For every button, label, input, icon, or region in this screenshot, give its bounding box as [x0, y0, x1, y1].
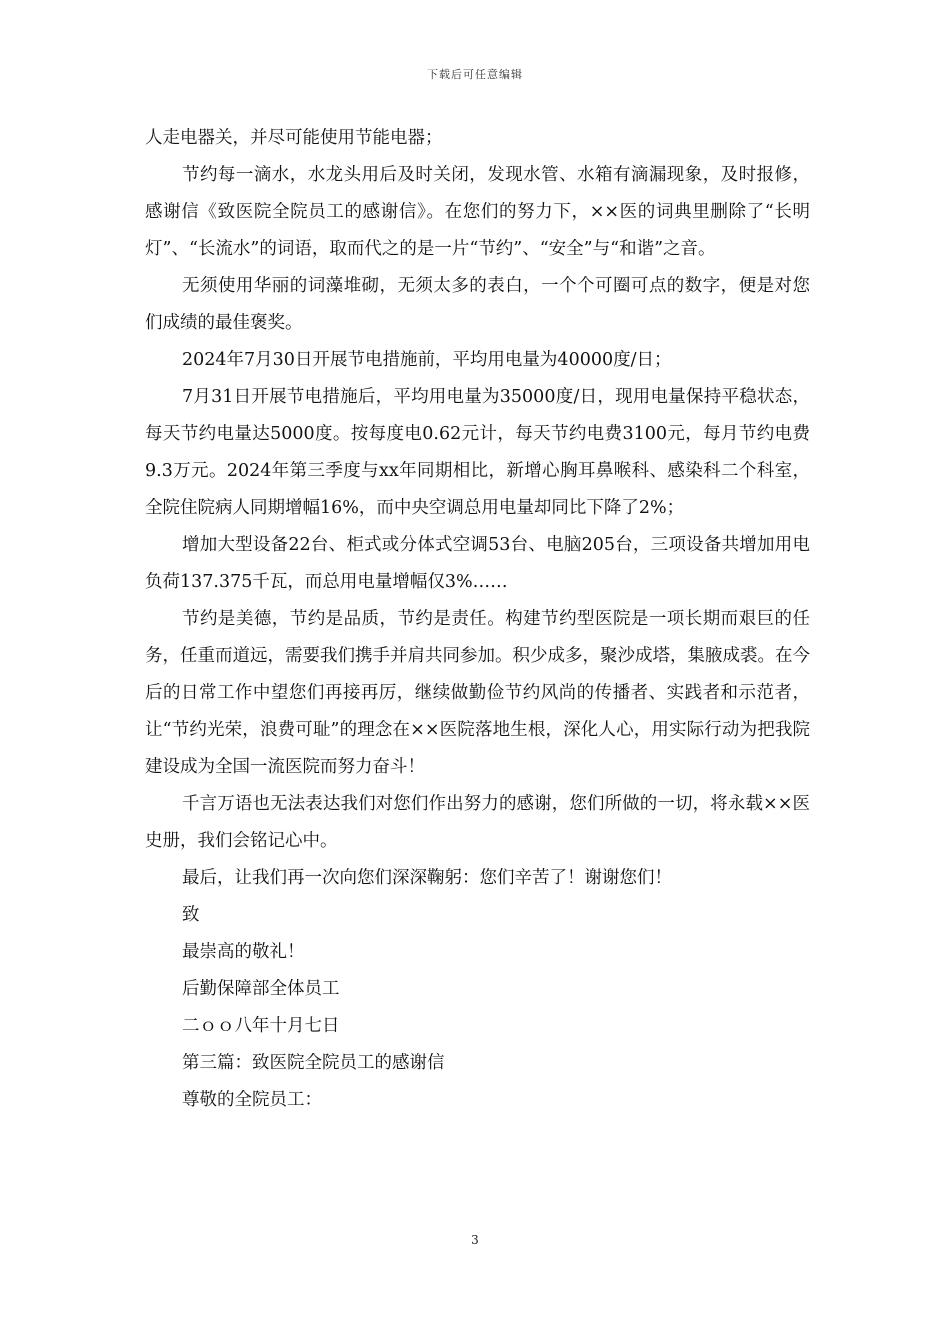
page-header: 下载后可任意编辑 — [427, 68, 523, 81]
document-body — [145, 120, 810, 1119]
paragraph: 节约是美德，节约是品质，节约是责任。构建节约型医院是一项长期而艰巨的任务，任重而道远，需要我们携手并肩共同参加。积少成多，聚沙成塔，集腋成裘。在今后的日常工作中望您们再接再厉，继续做勤俭节约风尚的传播者、实践者和示范者，让“节约光荣，浪费可耻”的理念在××医院落地生根，深化人心，用实际行动为把我院建设成为全国一流医院而努力奋斗！ — [145, 609, 810, 777]
paragraph: 增加大型设备22台、柜式或分体式空调53台、电脑205台，三项设备共增加用电负荷137.375千瓦，而总用电量增幅仅3%…… — [145, 535, 810, 592]
salutation-line: 最崇高的敬礼！ — [182, 942, 305, 962]
paragraph: 最后，让我们再一次向您们深深鞠躬：您们辛苦了！谢谢您们！ — [182, 868, 672, 888]
section-title: 第三篇：致医院全院员工的感谢信 — [182, 1053, 445, 1073]
greeting-line: 尊敬的全院员工： — [182, 1090, 322, 1110]
paragraph: 无须使用华丽的词藻堆砌，无须太多的表白，一个个可圈可点的数字，便是对您们成绩的最佳褒奖。 — [145, 276, 810, 333]
paragraph: 2024年7月30日开展节电措施前，平均用电量为40000度/日； — [182, 350, 672, 370]
page-number: 3 — [471, 1233, 479, 1247]
paragraph: 人走电器关，并尽可能使用节能电器； — [145, 128, 443, 148]
paragraph: 节约每一滴水，水龙头用后及时关闭，发现水管、水箱有滴漏现象，及时报修，感谢信《致医院全院员工的感谢信》。在您们的努力下，××医的词典里删除了“长明灯”、“长流水”的词语，取而代之的是一片“节约”、“安全”与“和谐”之音。 — [145, 165, 810, 259]
paragraph: 7月31日开展节电措施后，平均用电量为35000度/日，现用电量保持平稳状态，每天节约电量达5000度。按每度电0.62元计，每天节约电费3100元，每月节约电费9.3万元。2024年第三季度与xx年同期相比，新增心胸耳鼻喉科、感染科二个科室，全院住院病人同期增幅16%，而中央空调总用电量却同比下降了2%； — [145, 387, 810, 518]
signature-line: 后勤保障部全体员工 — [182, 979, 340, 999]
paragraph: 千言万语也无法表达我们对您们作出努力的感谢，您们所做的一切，将永载××医史册，我们会铭记心中。 — [145, 794, 810, 851]
salutation-line: 致 — [182, 905, 200, 925]
date-line: 二ｏｏ八年十月七日 — [182, 1016, 340, 1036]
